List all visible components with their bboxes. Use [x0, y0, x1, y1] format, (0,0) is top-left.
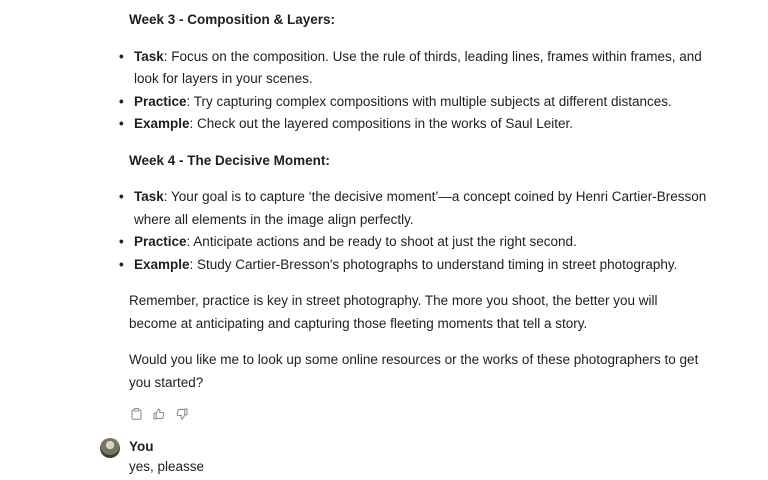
list-item: • Task: Your goal is to capture ‘the decisive moment’—a concept coined by Henri Cartier-Bresson where all elements in the image align perfectly.: [119, 189, 707, 227]
item-text: : Try capturing complex compositions with multiple subjects at different distances.: [186, 93, 672, 109]
item-label: Example: [134, 256, 190, 272]
closing-paragraph: Remember, practice is key in street photography. The more you shoot, the better you will become at anticipating and capturing those fleeting moments that tell a story.: [129, 293, 658, 331]
item-text: : Your goal is to capture ‘the decisive moment’—a concept coined by Henri Cartier-Bresson where all elements in the image align perfectly.: [134, 189, 707, 227]
list-item: • Practice: Try capturing complex compositions with multiple subjects at different distances.: [119, 93, 672, 109]
thumbs-down-icon[interactable]: [175, 407, 189, 421]
list-item: • Example: Study Cartier-Bresson's photographs to understand timing in street photography.: [119, 256, 678, 272]
clipboard-icon[interactable]: [129, 407, 143, 421]
user-name: You: [129, 439, 154, 454]
list-item: • Practice: Anticipate actions and be ready to shoot at just the right second.: [119, 234, 577, 249]
assistant-message: [119, 9, 709, 408]
user-message-text: yes, pleasse: [129, 459, 205, 474]
week3-list: [119, 46, 709, 136]
list-item: • Task: Focus on the composition. Use the rule of thirds, leading lines, frames within frames, and look for layers in your scenes.: [119, 48, 702, 86]
avatar: [100, 438, 120, 458]
item-text: : Focus on the composition. Use the rule of thirds, leading lines, frames within frames, and look for layers in your scenes.: [134, 48, 702, 86]
item-label: Task: [134, 48, 164, 64]
item-label: Practice: [134, 234, 187, 249]
item-label: Practice: [134, 93, 187, 109]
item-text: : Anticipate actions and be ready to shoot at just the right second.: [186, 234, 577, 249]
thumbs-up-icon[interactable]: [152, 407, 166, 421]
item-text: : Check out the layered compositions in the works of Saul Leiter.: [189, 116, 573, 131]
question-paragraph: Would you like me to look up some online resources or the works of these photographers to get you started?: [129, 352, 699, 390]
item-label: Task: [134, 189, 164, 204]
item-text: : Study Cartier-Bresson's photographs to understand timing in street photography.: [189, 256, 678, 272]
message-actions: [129, 407, 189, 421]
item-label: Example: [134, 116, 190, 131]
list-item: • Example: Check out the layered compositions in the works of Saul Leiter.: [119, 116, 573, 131]
week3-heading: Week 3 - Composition & Layers:: [129, 12, 336, 27]
week4-heading: Week 4 - The Decisive Moment:: [129, 152, 330, 168]
week4-list: [119, 186, 709, 276]
